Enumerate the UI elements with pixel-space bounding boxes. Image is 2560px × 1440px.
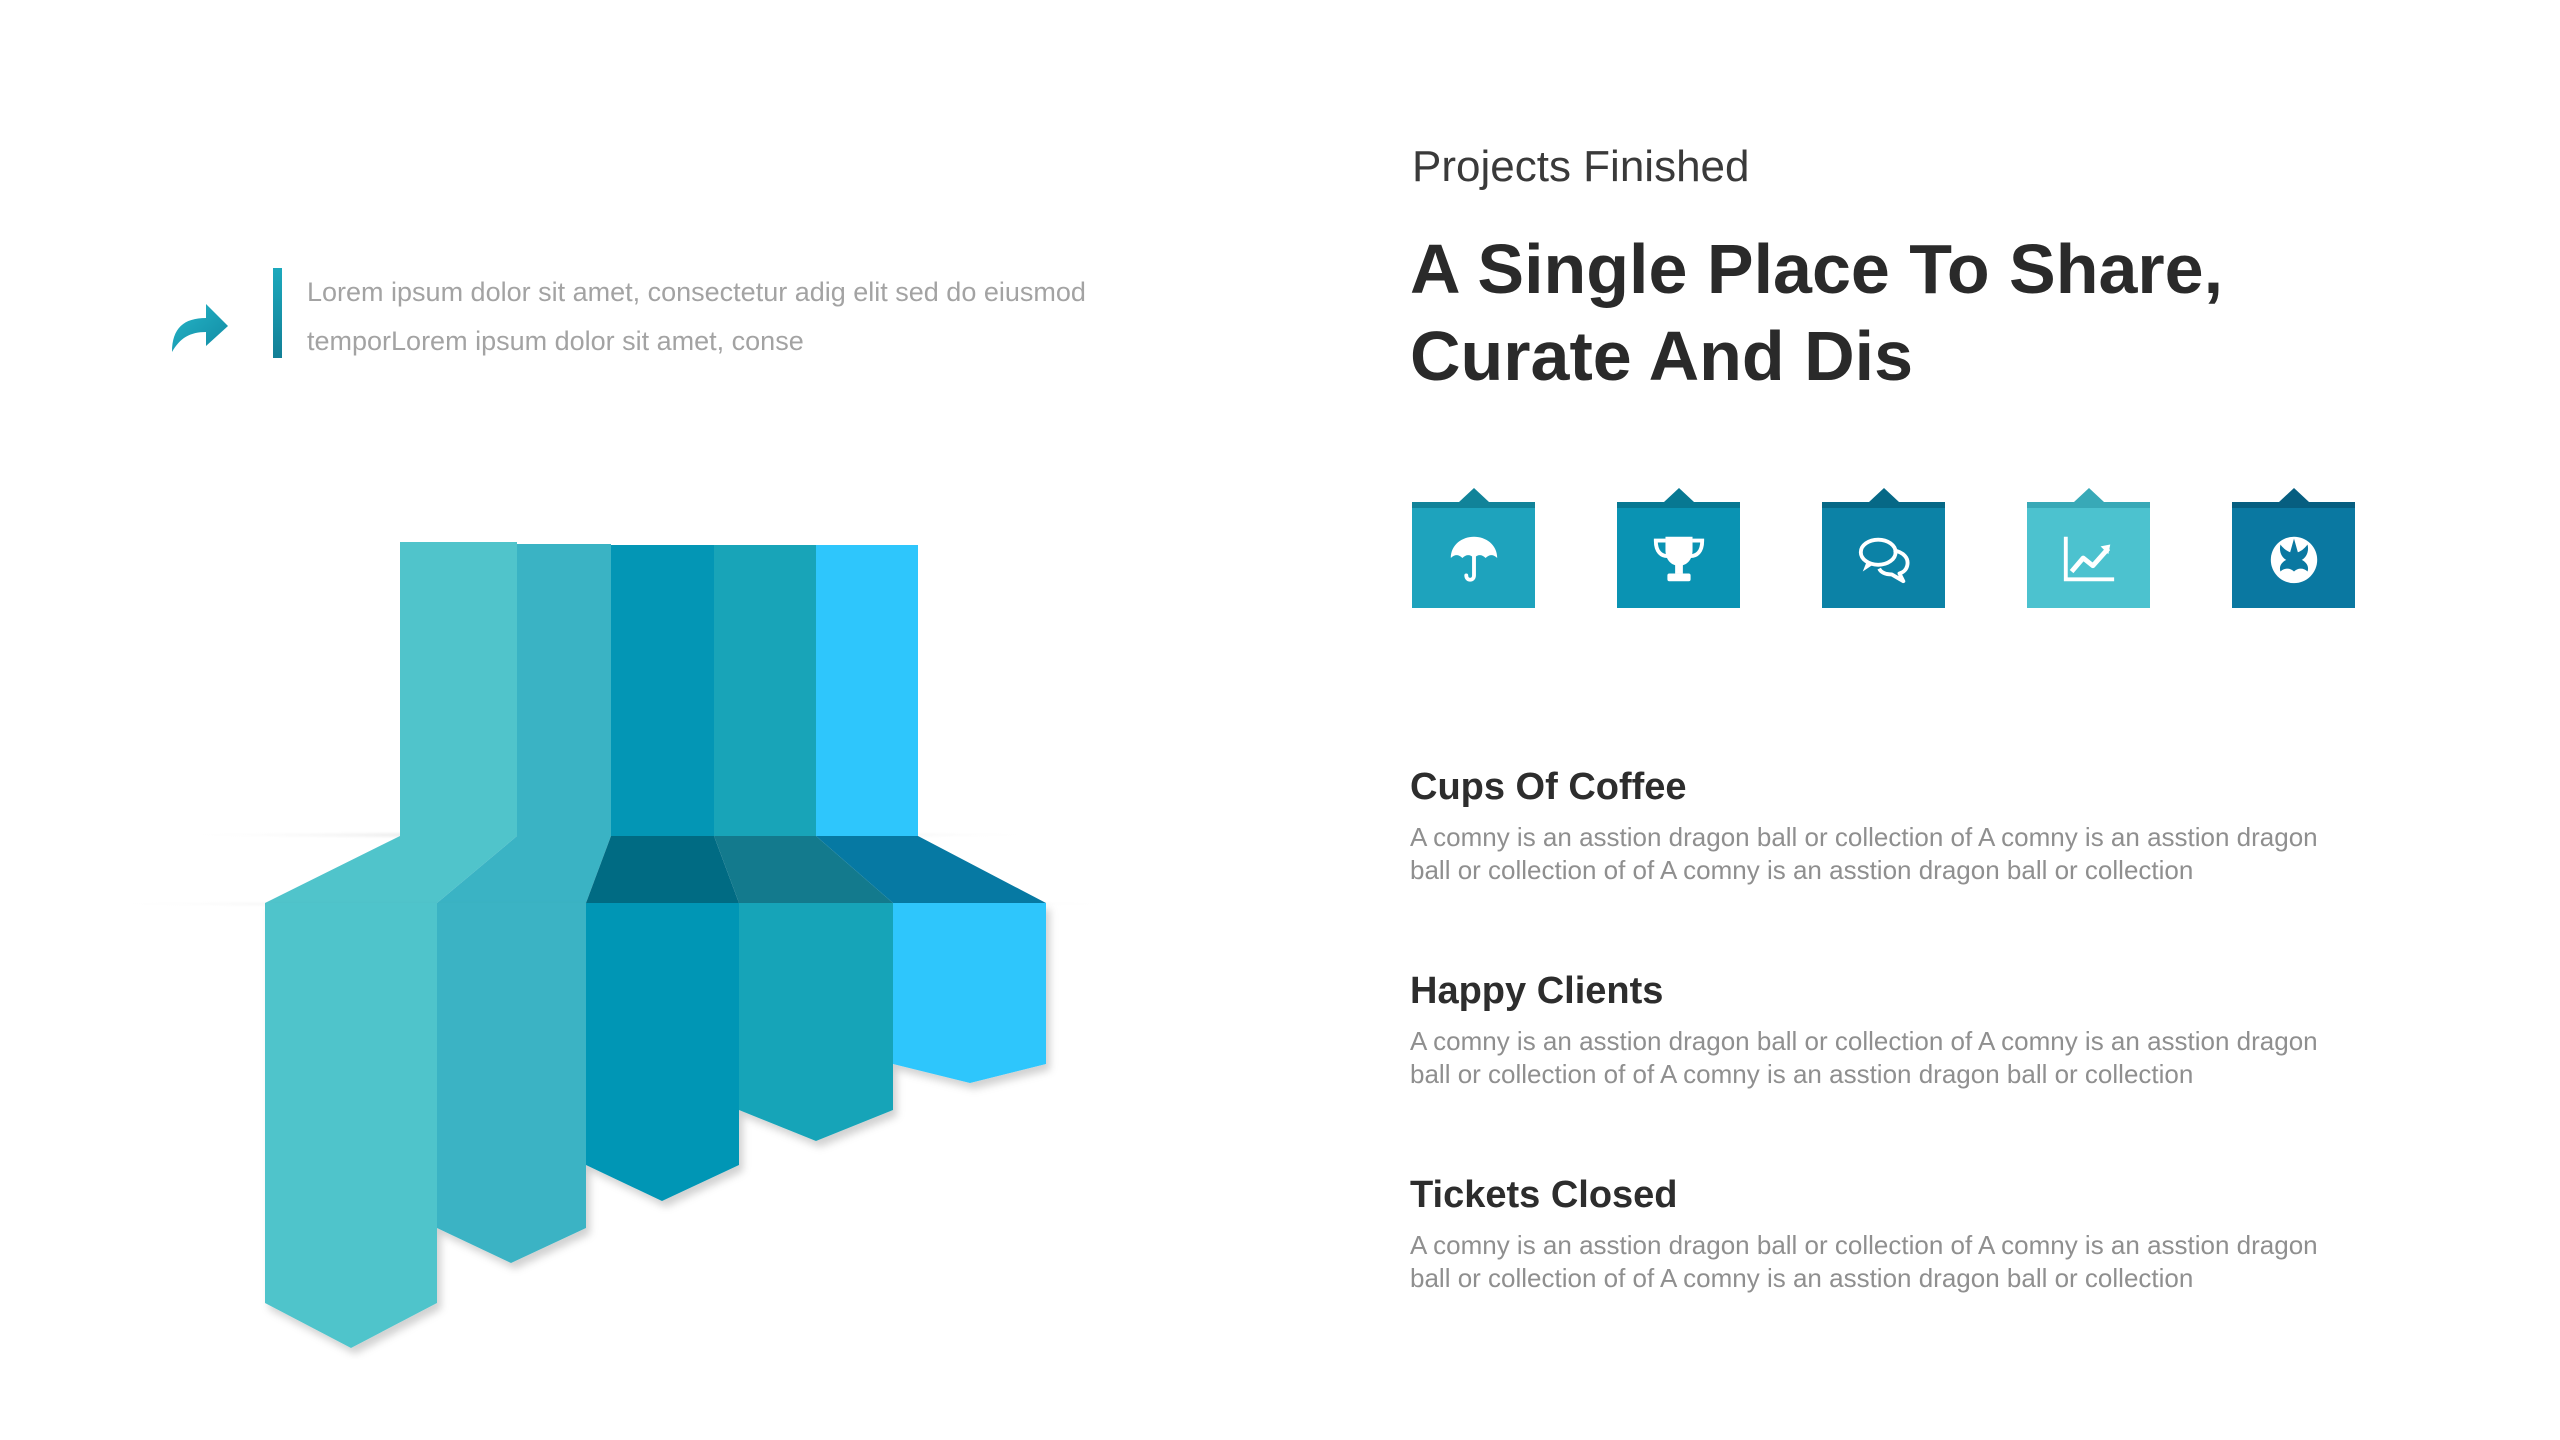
title-line: A Single Place To Share, (1410, 230, 2224, 308)
stat-line: ball or collection of of A comny is an asstion dragon ball or collection (1410, 1059, 2194, 1089)
rebel-emblem-icon (2265, 529, 2323, 587)
trophy-icon (1650, 529, 1708, 587)
tile-chart (2027, 488, 2150, 616)
tile-emblem (2232, 488, 2355, 616)
stat-line: A comny is an asstion dragon ball or collection of A comny is an asstion dragon (1410, 1230, 2318, 1260)
stat-title: Happy Clients (1410, 970, 1664, 1012)
stat-description (1410, 1025, 2460, 1091)
ribbon-front-bars (265, 903, 1046, 1348)
stat-title: Tickets Closed (1410, 1174, 1678, 1216)
ribbon-2-front (437, 903, 586, 1263)
stat-item (1410, 970, 2460, 1091)
stat-description (1410, 1229, 2460, 1295)
chat-bubbles-icon (1855, 529, 1913, 587)
quote-line: temporLorem ipsum dolor sit amet, conse (307, 326, 804, 356)
tile-umbrella (1412, 488, 1535, 616)
quote-accent-bar (273, 268, 282, 358)
ribbon-3-front (586, 903, 739, 1201)
ribbon-back-strips (400, 542, 918, 836)
ribbon-1-front (265, 903, 437, 1348)
ribbon-3-back (611, 545, 714, 836)
stat-title: Cups Of Coffee (1410, 766, 1687, 808)
ribbon-folds (265, 836, 1046, 903)
ribbon-5-back (816, 545, 918, 836)
stat-line: A comny is an asstion dragon ball or collection of A comny is an asstion dragon (1410, 1026, 2318, 1056)
stat-description (1410, 821, 2460, 887)
quote-line: Lorem ipsum dolor sit amet, consectetur adig elit sed do eiusmod (307, 277, 1086, 307)
ribbon-2-back (517, 544, 611, 836)
share-arrow-icon (166, 296, 230, 356)
tile-trophy (1617, 488, 1740, 616)
ribbon-3-fold (586, 836, 739, 903)
stat-item (1410, 766, 2460, 887)
stat-line: ball or collection of of A comny is an asstion dragon ball or collection (1410, 855, 2194, 885)
umbrella-icon (1445, 529, 1503, 587)
quote-text (307, 268, 1207, 366)
stat-line: A comny is an asstion dragon ball or collection of A comny is an asstion dragon (1410, 822, 2318, 852)
chart-up-icon (2060, 529, 2118, 587)
tile-chat (1822, 488, 1945, 616)
title-line: Curate And Dis (1410, 317, 1914, 395)
ribbon-5-front (893, 903, 1046, 1083)
stat-item (1410, 1174, 2460, 1295)
stat-line: ball or collection of of A comny is an asstion dragon ball or collection (1410, 1263, 2194, 1293)
ribbon-1-back (400, 542, 517, 836)
page-title (1410, 226, 2510, 400)
ribbon-bars-graphic (100, 520, 1150, 1360)
ribbon-4-front (739, 903, 893, 1141)
ribbon-4-back (714, 545, 816, 836)
section-subtitle: Projects Finished (1412, 142, 1750, 191)
